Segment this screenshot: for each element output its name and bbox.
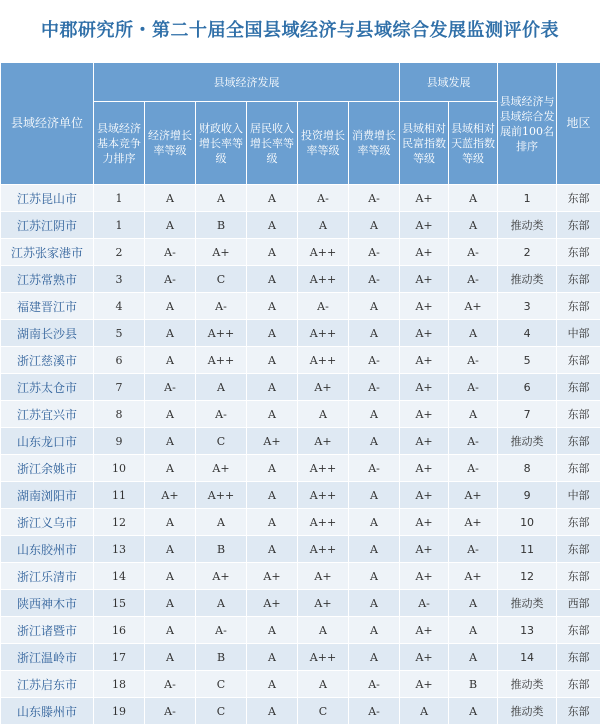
cell-investment-growth: A [298,212,349,239]
header-wealth-index: 县域相对民富指数等级 [400,102,449,185]
cell-wealth-index: A+ [400,320,449,347]
cell-blue-sky-index: A- [449,374,498,401]
cell-competitiveness-rank: 14 [94,563,145,590]
header-investment-growth: 投资增长率等级 [298,102,349,185]
cell-top100-rank: 14 [498,644,557,671]
cell-fiscal-growth: A++ [196,482,247,509]
cell-fiscal-growth: B [196,536,247,563]
cell-wealth-index: A+ [400,671,449,698]
table-row [1,698,600,725]
cell-income-growth: A [247,671,298,698]
cell-blue-sky-index: A [449,185,498,212]
cell-investment-growth: C [298,698,349,725]
cell-region: 东部 [557,698,600,725]
cell-income-growth: A [247,698,298,725]
cell-county-name: 江苏常熟市 [1,266,94,293]
cell-economic-growth: A- [145,671,196,698]
table-body [1,185,600,725]
cell-wealth-index: A+ [400,617,449,644]
cell-county-name: 山东胶州市 [1,536,94,563]
cell-wealth-index: A+ [400,185,449,212]
table-row [1,644,600,671]
cell-economic-growth: A- [145,698,196,725]
cell-income-growth: A+ [247,428,298,455]
cell-consumption-growth: A- [349,671,400,698]
cell-blue-sky-index: A [449,698,498,725]
header-competitiveness-rank: 县域经济基本竞争力排序 [94,102,145,185]
table-row [1,347,600,374]
cell-blue-sky-index: A+ [449,563,498,590]
cell-fiscal-growth: C [196,266,247,293]
cell-consumption-growth: A [349,590,400,617]
cell-top100-rank: 推动类 [498,428,557,455]
cell-region: 东部 [557,617,600,644]
header-fiscal-growth: 财政收入增长率等级 [196,102,247,185]
cell-region: 东部 [557,212,600,239]
cell-wealth-index: A+ [400,374,449,401]
cell-blue-sky-index: A [449,590,498,617]
cell-wealth-index: A+ [400,212,449,239]
cell-competitiveness-rank: 2 [94,239,145,266]
cell-economic-growth: A [145,536,196,563]
cell-income-growth: A [247,185,298,212]
cell-fiscal-growth: A [196,590,247,617]
cell-consumption-growth: A [349,212,400,239]
cell-top100-rank: 5 [498,347,557,374]
table-row [1,590,600,617]
table-row [1,185,600,212]
cell-income-growth: A [247,266,298,293]
cell-top100-rank: 推动类 [498,212,557,239]
cell-county-name: 山东龙口市 [1,428,94,455]
cell-region: 中部 [557,482,600,509]
cell-income-growth: A [247,455,298,482]
cell-investment-growth: A+ [298,428,349,455]
cell-fiscal-growth: C [196,428,247,455]
cell-investment-growth: A++ [298,536,349,563]
cell-top100-rank: 4 [498,320,557,347]
cell-income-growth: A [247,644,298,671]
cell-blue-sky-index: A [449,617,498,644]
cell-fiscal-growth: A [196,185,247,212]
cell-fiscal-growth: A+ [196,563,247,590]
cell-economic-growth: A [145,212,196,239]
cell-region: 东部 [557,293,600,320]
cell-top100-rank: 推动类 [498,671,557,698]
cell-top100-rank: 10 [498,509,557,536]
cell-investment-growth: A+ [298,590,349,617]
cell-consumption-growth: A- [349,266,400,293]
cell-consumption-growth: A [349,563,400,590]
cell-wealth-index: A+ [400,509,449,536]
cell-top100-rank: 7 [498,401,557,428]
cell-consumption-growth: A [349,320,400,347]
header-region: 地区 [557,63,600,185]
table-row [1,509,600,536]
header-top100: 县域经济与县域综合发展前100名排序 [498,63,557,185]
cell-investment-growth: A++ [298,509,349,536]
cell-income-growth: A [247,320,298,347]
cell-economic-growth: A- [145,266,196,293]
header-economic-growth: 经济增长率等级 [145,102,196,185]
table-row [1,617,600,644]
cell-top100-rank: 推动类 [498,698,557,725]
cell-competitiveness-rank: 6 [94,347,145,374]
cell-blue-sky-index: A+ [449,293,498,320]
cell-region: 西部 [557,590,600,617]
cell-top100-rank: 2 [498,239,557,266]
table-row [1,239,600,266]
table-row [1,293,600,320]
cell-blue-sky-index: A- [449,347,498,374]
cell-county-name: 江苏启东市 [1,671,94,698]
cell-investment-growth: A- [298,293,349,320]
cell-competitiveness-rank: 8 [94,401,145,428]
cell-blue-sky-index: A+ [449,482,498,509]
cell-county-name: 浙江余姚市 [1,455,94,482]
cell-county-name: 浙江诸暨市 [1,617,94,644]
cell-wealth-index: A+ [400,455,449,482]
cell-competitiveness-rank: 1 [94,185,145,212]
cell-competitiveness-rank: 15 [94,590,145,617]
cell-region: 东部 [557,266,600,293]
cell-fiscal-growth: A [196,374,247,401]
cell-consumption-growth: A- [349,185,400,212]
table-row [1,266,600,293]
cell-economic-growth: A- [145,374,196,401]
cell-competitiveness-rank: 3 [94,266,145,293]
cell-investment-growth: A++ [298,644,349,671]
cell-fiscal-growth: B [196,644,247,671]
cell-income-growth: A [247,347,298,374]
cell-investment-growth: A++ [298,320,349,347]
table-row [1,671,600,698]
cell-investment-growth: A [298,617,349,644]
cell-income-growth: A [247,401,298,428]
cell-economic-growth: A [145,401,196,428]
cell-wealth-index: A- [400,590,449,617]
cell-county-name: 福建晋江市 [1,293,94,320]
cell-investment-growth: A++ [298,266,349,293]
cell-region: 东部 [557,428,600,455]
table-row [1,212,600,239]
cell-competitiveness-rank: 1 [94,212,145,239]
cell-blue-sky-index: A- [449,266,498,293]
header-income-growth: 居民收入增长率等级 [247,102,298,185]
table-row [1,455,600,482]
table-header [1,63,600,185]
cell-region: 东部 [557,347,600,374]
cell-investment-growth: A [298,671,349,698]
cell-blue-sky-index: A- [449,455,498,482]
cell-top100-rank: 9 [498,482,557,509]
cell-investment-growth: A++ [298,347,349,374]
cell-wealth-index: A+ [400,644,449,671]
cell-blue-sky-index: A [449,212,498,239]
cell-competitiveness-rank: 19 [94,698,145,725]
cell-consumption-growth: A- [349,698,400,725]
cell-consumption-growth: A [349,428,400,455]
cell-consumption-growth: A [349,509,400,536]
cell-competitiveness-rank: 4 [94,293,145,320]
cell-county-name: 湖南浏阳市 [1,482,94,509]
cell-wealth-index: A+ [400,239,449,266]
cell-income-growth: A+ [247,590,298,617]
cell-consumption-growth: A [349,617,400,644]
page-title: 中郡研究所・第二十届全国县域经济与县域综合发展监测评价表 [0,0,600,62]
cell-fiscal-growth: A+ [196,239,247,266]
cell-county-name: 浙江温岭市 [1,644,94,671]
cell-economic-growth: A [145,509,196,536]
cell-consumption-growth: A [349,536,400,563]
cell-fiscal-growth: C [196,671,247,698]
cell-wealth-index: A+ [400,428,449,455]
cell-top100-rank: 8 [498,455,557,482]
cell-economic-growth: A [145,590,196,617]
cell-wealth-index: A+ [400,536,449,563]
cell-income-growth: A [247,509,298,536]
cell-county-name: 江苏昆山市 [1,185,94,212]
cell-fiscal-growth: A [196,509,247,536]
cell-wealth-index: A [400,698,449,725]
cell-blue-sky-index: A- [449,239,498,266]
cell-competitiveness-rank: 9 [94,428,145,455]
cell-competitiveness-rank: 5 [94,320,145,347]
cell-economic-growth: A [145,617,196,644]
cell-economic-growth: A- [145,239,196,266]
cell-consumption-growth: A [349,401,400,428]
cell-region: 东部 [557,536,600,563]
cell-county-name: 浙江义乌市 [1,509,94,536]
cell-fiscal-growth: A- [196,617,247,644]
cell-fiscal-growth: A+ [196,455,247,482]
cell-region: 东部 [557,185,600,212]
cell-region: 东部 [557,239,600,266]
header-blue-sky-index: 县域相对天蓝指数等级 [449,102,498,185]
cell-top100-rank: 13 [498,617,557,644]
header-group-development: 县域发展 [400,63,498,102]
cell-wealth-index: A+ [400,482,449,509]
cell-county-name: 江苏宜兴市 [1,401,94,428]
cell-county-name: 江苏太仓市 [1,374,94,401]
cell-income-growth: A [247,536,298,563]
cell-top100-rank: 11 [498,536,557,563]
cell-top100-rank: 3 [498,293,557,320]
cell-top100-rank: 6 [498,374,557,401]
cell-consumption-growth: A- [349,374,400,401]
header-unit: 县域经济单位 [1,63,94,185]
cell-region: 中部 [557,320,600,347]
cell-income-growth: A [247,293,298,320]
cell-blue-sky-index: A [449,401,498,428]
evaluation-table [0,62,600,725]
cell-income-growth: A [247,212,298,239]
cell-wealth-index: A+ [400,401,449,428]
cell-income-growth: A [247,617,298,644]
cell-blue-sky-index: A [449,320,498,347]
cell-region: 东部 [557,644,600,671]
table-row [1,428,600,455]
cell-fiscal-growth: A++ [196,320,247,347]
cell-investment-growth: A++ [298,239,349,266]
cell-wealth-index: A+ [400,293,449,320]
cell-region: 东部 [557,401,600,428]
cell-consumption-growth: A [349,644,400,671]
cell-competitiveness-rank: 17 [94,644,145,671]
cell-wealth-index: A+ [400,563,449,590]
cell-economic-growth: A+ [145,482,196,509]
cell-blue-sky-index: B [449,671,498,698]
table-row [1,374,600,401]
cell-wealth-index: A+ [400,347,449,374]
table-row [1,536,600,563]
cell-income-growth: A [247,239,298,266]
cell-economic-growth: A [145,428,196,455]
cell-fiscal-growth: C [196,698,247,725]
cell-consumption-growth: A- [349,455,400,482]
cell-blue-sky-index: A+ [449,509,498,536]
cell-investment-growth: A- [298,185,349,212]
cell-economic-growth: A [145,563,196,590]
cell-top100-rank: 推动类 [498,590,557,617]
cell-economic-growth: A [145,644,196,671]
cell-county-name: 湖南长沙县 [1,320,94,347]
cell-investment-growth: A [298,401,349,428]
cell-blue-sky-index: A- [449,428,498,455]
cell-fiscal-growth: B [196,212,247,239]
header-group-economy: 县域经济发展 [94,63,400,102]
cell-income-growth: A [247,482,298,509]
table-row [1,563,600,590]
cell-investment-growth: A+ [298,563,349,590]
cell-economic-growth: A [145,185,196,212]
cell-fiscal-growth: A++ [196,347,247,374]
cell-economic-growth: A [145,293,196,320]
cell-county-name: 浙江乐清市 [1,563,94,590]
table-row [1,320,600,347]
cell-region: 东部 [557,455,600,482]
cell-region: 东部 [557,509,600,536]
cell-economic-growth: A [145,320,196,347]
cell-consumption-growth: A [349,293,400,320]
cell-region: 东部 [557,563,600,590]
cell-blue-sky-index: A- [449,536,498,563]
cell-region: 东部 [557,374,600,401]
cell-county-name: 江苏江阴市 [1,212,94,239]
cell-consumption-growth: A- [349,239,400,266]
cell-investment-growth: A++ [298,455,349,482]
cell-competitiveness-rank: 7 [94,374,145,401]
header-consumption-growth: 消费增长率等级 [349,102,400,185]
cell-county-name: 浙江慈溪市 [1,347,94,374]
table-row [1,482,600,509]
cell-competitiveness-rank: 16 [94,617,145,644]
cell-income-growth: A+ [247,563,298,590]
cell-competitiveness-rank: 18 [94,671,145,698]
cell-wealth-index: A+ [400,266,449,293]
cell-investment-growth: A++ [298,482,349,509]
cell-economic-growth: A [145,455,196,482]
cell-competitiveness-rank: 10 [94,455,145,482]
cell-fiscal-growth: A- [196,401,247,428]
cell-top100-rank: 推动类 [498,266,557,293]
cell-county-name: 陕西神木市 [1,590,94,617]
cell-blue-sky-index: A [449,644,498,671]
cell-fiscal-growth: A- [196,293,247,320]
cell-consumption-growth: A [349,482,400,509]
cell-economic-growth: A [145,347,196,374]
cell-region: 东部 [557,671,600,698]
cell-county-name: 山东滕州市 [1,698,94,725]
cell-competitiveness-rank: 12 [94,509,145,536]
cell-investment-growth: A+ [298,374,349,401]
cell-competitiveness-rank: 13 [94,536,145,563]
cell-top100-rank: 1 [498,185,557,212]
cell-income-growth: A [247,374,298,401]
cell-consumption-growth: A- [349,347,400,374]
cell-top100-rank: 12 [498,563,557,590]
cell-competitiveness-rank: 11 [94,482,145,509]
table-row [1,401,600,428]
cell-county-name: 江苏张家港市 [1,239,94,266]
